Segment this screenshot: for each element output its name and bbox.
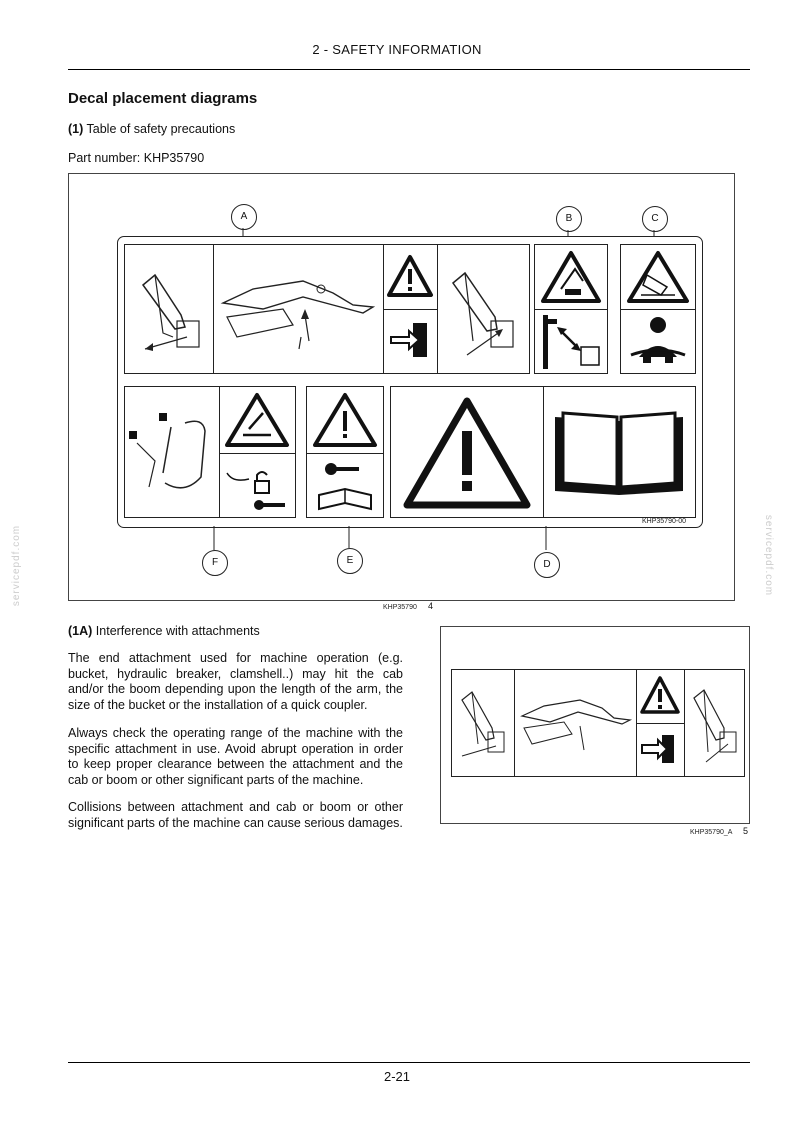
decal-a-warning <box>383 245 438 310</box>
decal-e-warning <box>307 387 383 454</box>
operator-manual-icon <box>543 387 695 517</box>
figure-5-warning <box>636 670 685 724</box>
decal-a-cab-interference <box>125 245 214 373</box>
watermark-left: servicepdf.com <box>11 524 23 607</box>
decal-b-distance <box>535 309 607 373</box>
decal-d-warning <box>391 387 544 517</box>
callout-a: A <box>231 204 257 230</box>
figure-5-frame <box>440 626 750 824</box>
large-warning-triangle-icon <box>391 387 543 517</box>
excavator-boom-icon <box>213 245 383 373</box>
footer-rule <box>68 1062 750 1063</box>
callout-f: F <box>202 550 228 576</box>
decal-a-exit <box>383 309 438 373</box>
decal-c-tipover-warning <box>621 245 695 310</box>
decal-a-boom-interference <box>213 245 384 373</box>
figure-4-frame <box>68 173 735 601</box>
paragraph-1: The end attachment used for machine operation (e.g. bucket, hydraulic breaker, clamshell..) may hit the cab and/or the boom depending upon the length of the arm, the size of the bucket or the installation of a quick coupler. <box>68 651 403 712</box>
item-1-number: (1) <box>68 122 84 136</box>
lock-lever-icon <box>125 387 219 517</box>
decal-b <box>534 244 608 374</box>
exit-arrow-icon <box>636 723 684 776</box>
figure-5-cab-interference <box>452 670 515 776</box>
watermark-right: servicepdf.com <box>763 514 775 597</box>
exit-arrow-icon <box>383 309 437 373</box>
callout-b: B <box>556 206 582 232</box>
callout-d: D <box>534 552 560 578</box>
callout-e: E <box>337 548 363 574</box>
decal-f-unlock <box>219 453 295 517</box>
warning-triangle-icon <box>383 245 437 309</box>
figure-5-decal-a <box>451 669 745 777</box>
key-manual-icon <box>307 453 383 517</box>
hazard-triangle-icon <box>219 387 295 453</box>
warning-triangle-icon <box>307 387 383 453</box>
item-1 <box>68 122 235 136</box>
section-1a-number: (1A) <box>68 624 93 638</box>
decal-sheet-code: KHP35790-00 <box>642 518 686 525</box>
decal-a-cab-interference-2 <box>437 245 529 373</box>
figure-5-exit <box>636 723 685 776</box>
section-header: 2 - SAFETY INFORMATION <box>312 42 482 57</box>
seat-belt-icon <box>621 309 695 373</box>
tipover-hazard-icon <box>621 245 695 309</box>
decal-sheet <box>117 236 703 528</box>
decal-e <box>306 386 384 518</box>
figure-5-cab-interference-2 <box>684 670 744 776</box>
excavator-arm-icon <box>437 245 529 373</box>
figure-4-number: 4 <box>428 601 434 611</box>
figure-5-boom-interference <box>514 670 637 776</box>
decal-d <box>390 386 696 518</box>
section-1a-heading <box>68 624 260 638</box>
excavator-arm-icon <box>684 670 744 776</box>
decal-d-read-manual <box>543 387 695 517</box>
item-1-text: Table of safety precautions <box>86 122 236 136</box>
paragraph-2: Always check the operating range of the machine with the specific attachment in use. Avoid abrupt operation in order to keep proper clearance between the attachment and the cab or boom or other significant parts of the machine. <box>68 726 403 787</box>
paragraph-3: Collisions between attachment and cab or boom or other significant parts of the machine can cause serious damages. <box>68 800 403 830</box>
crush-hazard-icon <box>535 245 607 309</box>
decal-f-warning <box>219 387 295 454</box>
warning-triangle-icon <box>636 670 684 723</box>
decal-a <box>124 244 530 374</box>
decal-b-crush-warning <box>535 245 607 310</box>
decal-c-seatbelt <box>621 309 695 373</box>
page-number: 2-21 <box>383 1069 411 1084</box>
figure-5-code: KHP35790_A <box>690 829 733 836</box>
excavator-boom-icon <box>514 670 636 776</box>
figure-4-code: KHP35790 <box>383 604 417 611</box>
decal-c <box>620 244 696 374</box>
section-1a-title: Interference with attachments <box>95 624 260 638</box>
decal-e-key-manual <box>307 453 383 517</box>
excavator-arm-icon <box>125 245 213 373</box>
keep-distance-icon <box>535 309 607 373</box>
decal-f <box>124 386 296 518</box>
figure-5-number: 5 <box>743 826 749 836</box>
page-title: Decal placement diagrams <box>68 90 258 107</box>
callout-c: C <box>642 206 668 232</box>
unlock-key-icon <box>219 453 295 517</box>
part-number: Part number: KHP35790 <box>68 151 205 165</box>
decal-f-lock-lever <box>125 387 220 517</box>
header-rule <box>68 69 750 70</box>
excavator-arm-icon <box>452 670 514 776</box>
